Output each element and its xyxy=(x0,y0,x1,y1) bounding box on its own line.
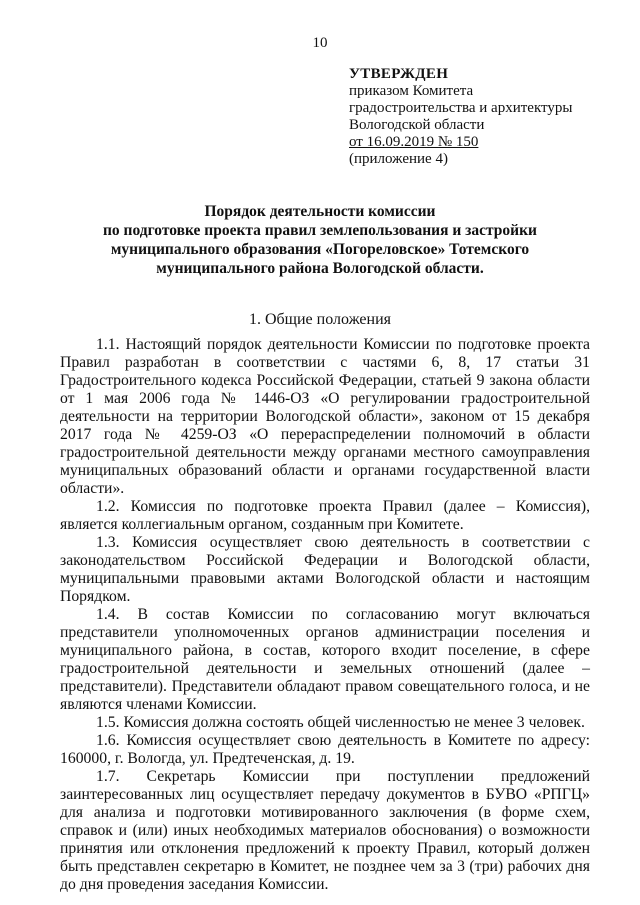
title-line: муниципального района Вологодской области. xyxy=(156,260,484,277)
document-title xyxy=(40,202,600,278)
paragraph-1-3: 1.3. Комиссия осуществляет свою деятельность в соответствии с законодательством Российской Федерации и Вологодской области, муниципальными правовыми актами Вологодской области и настоящим Порядком. xyxy=(60,534,590,605)
approval-line: градостроительства и архитектуры xyxy=(349,100,573,116)
approval-line: приказом Комитета xyxy=(349,83,474,99)
title-line: муниципального образования «Погореловское» Тотемского xyxy=(110,241,530,258)
title-line: по подготовке проекта правил землепользования и застройки xyxy=(103,222,537,239)
approval-order-reference: от 16.09.2019 № 150 xyxy=(349,134,479,150)
approval-stamp: УТВЕРЖДЕН xyxy=(349,66,449,82)
approval-appendix: (приложение 4) xyxy=(349,151,448,167)
paragraph-1-4: 1.4. В состав Комиссии по согласованию могут включаться представители уполномоченных органов администрации поселения и муниципального района, в состав, которого входит поселение, в сфере градостроительной деятельности и земельных отношений (далее – представители). Представители обладают правом совещательного голоса, и не являются членами Комиссии. xyxy=(60,606,590,713)
document-body xyxy=(60,336,590,894)
page-number: 10 xyxy=(312,35,328,51)
paragraph-1-6: 1.6. Комиссия осуществляет свою деятельность в Комитете по адресу: 160000, г. Вологда, ул. Предтеченская, д. 19. xyxy=(60,732,590,767)
paragraph-1-1: 1.1. Настоящий порядок деятельности Комиссии по подготовке проекта Правил разработан в соответствии с частями 6, 8, 17 статьи 31 Градостроительного кодекса Российской Федерации, статьей 9 закона области от 1 мая 2006 года № 1446-ОЗ «О регулировании градостроительной деятельности на территории Вологодской области», законом от 15 декабря 2017 года № 4259-ОЗ «О перераспределении полномочий в области градостроительной деятельности между органами местного самоуправления муниципальных образований области и органами государственной власти области». xyxy=(60,336,590,497)
paragraph-1-5: 1.5. Комиссия должна состоять общей численностью не менее 3 человек. xyxy=(96,714,585,731)
approval-line: Вологодской области xyxy=(349,117,485,133)
title-line: Порядок деятельности комиссии xyxy=(204,203,436,220)
section-heading: 1. Общие положения xyxy=(248,311,392,328)
approval-block xyxy=(349,66,629,168)
paragraph-1-7: 1.7. Секретарь Комиссии при поступлении предложений заинтересованных лиц осуществляет передачу документов в БУВО «РПГЦ» для анализа и подготовки мотивированного заключения (в форме схем, справок и (или) иных необходимых материалов обоснования) о возможности принятия или отклонения предложений к проекту Правил, который должен быть представлен секретарю в Комитет, не позднее чем за 3 (три) рабочих дня до дня проведения заседания Комиссии. xyxy=(60,768,590,893)
paragraph-1-2: 1.2. Комиссия по подготовке проекта Правил (далее – Комиссия), является коллегиальным органом, созданным при Комитете. xyxy=(60,498,590,533)
